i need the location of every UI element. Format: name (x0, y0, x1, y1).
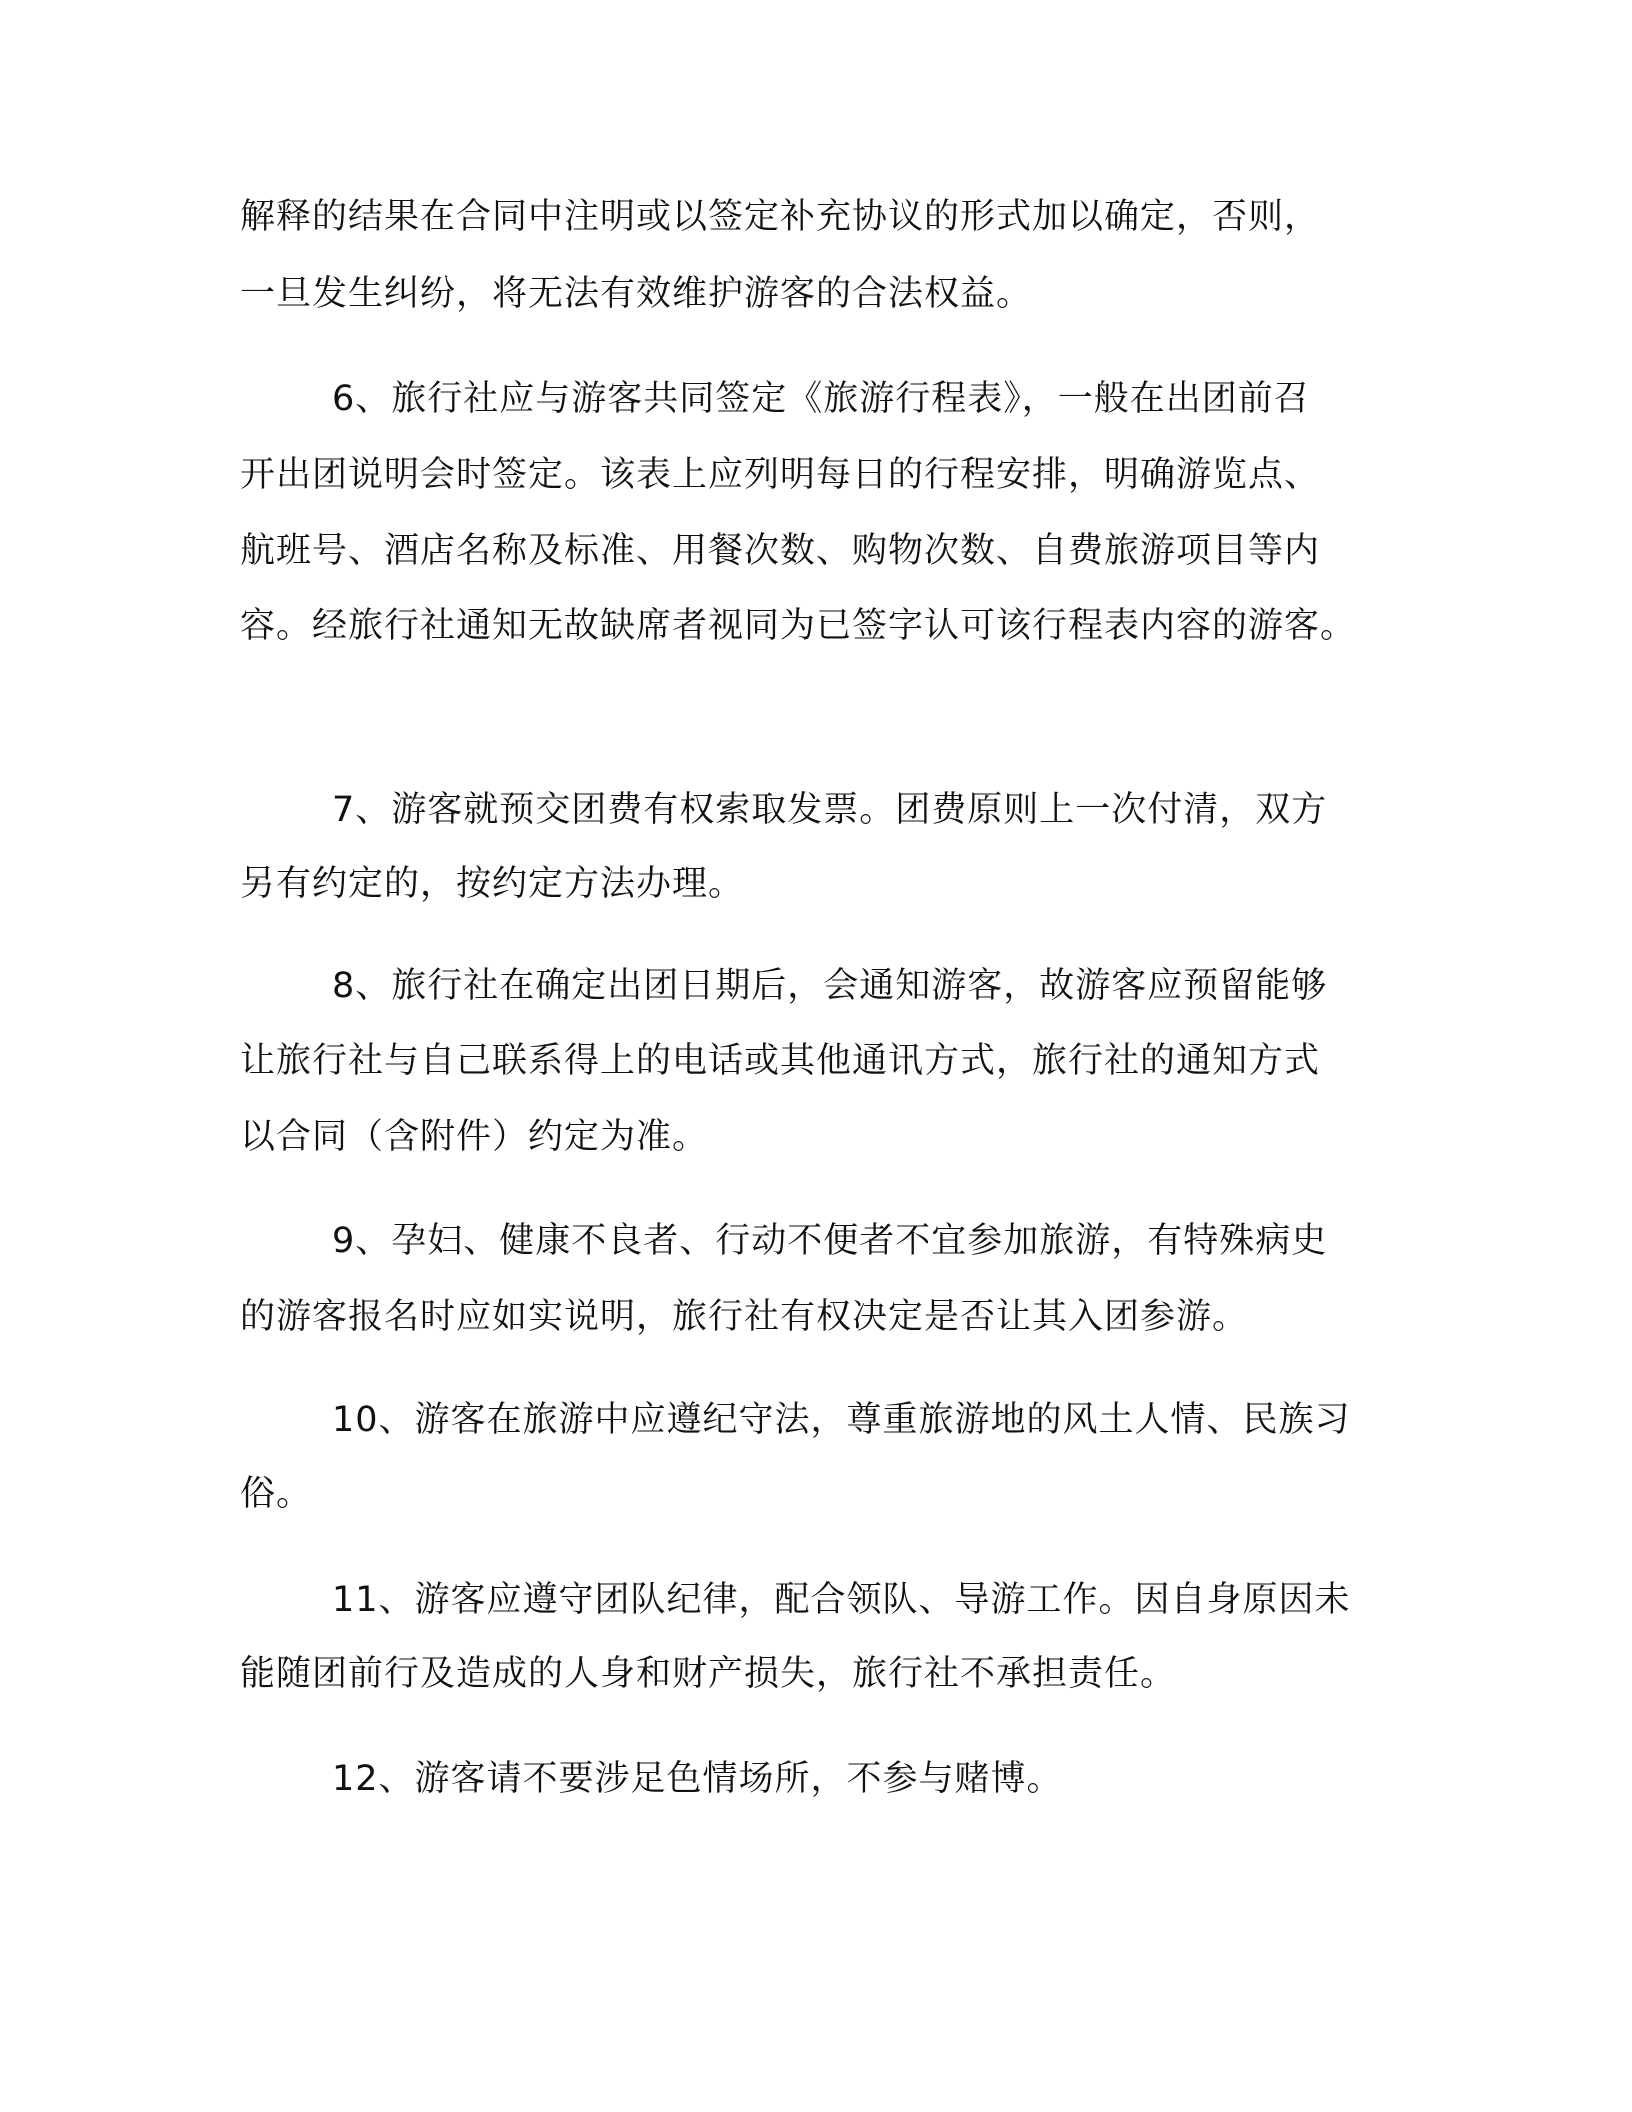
paragraph-7-line-1: 7、游客就预交团费有权索取发票。团费原则上一次付清，双方 (332, 790, 1328, 830)
paragraph-6-line-4: 容。经旅行社通知无故缺席者视同为已签字认可该行程表内容的游客。 (240, 606, 1357, 646)
paragraph-11-line-2: 能随团前行及造成的人身和财产损失，旅行社不承担责任。 (240, 1654, 1177, 1694)
paragraph-8-line-2: 让旅行社与自己联系得上的电话或其他通讯方式，旅行社的通知方式 (240, 1041, 1321, 1081)
paragraph-12-line-1: 12、游客请不要涉足色情场所，不参与赌博。 (332, 1759, 1063, 1799)
paragraph-6-line-3: 航班号、酒店名称及标准、用餐次数、购物次数、自费旅游项目等内 (240, 531, 1321, 571)
paragraph-5-line-1: 解释的结果在合同中注明或以签定补充协议的形式加以确定，否则， (240, 197, 1321, 237)
paragraph-9-line-1: 9、孕妇、健康不良者、行动不便者不宜参加旅游，有特殊病史 (332, 1221, 1328, 1261)
paragraph-6-line-1: 6、旅行社应与游客共同签定《旅游行程表》，一般在出团前召 (332, 379, 1310, 419)
paragraph-5-line-2: 一旦发生纠纷，将无法有效维护游客的合法权益。 (240, 274, 1033, 314)
paragraph-6-line-2: 开出团说明会时签定。该表上应列明每日的行程安排，明确游览点、 (240, 455, 1321, 495)
paragraph-10-line-2: 俗。 (240, 1474, 313, 1514)
paragraph-11-line-1: 11、游客应遵守团队纪律，配合领队、导游工作。因自身原因未 (332, 1580, 1351, 1620)
paragraph-9-line-2: 的游客报名时应如实说明，旅行社有权决定是否让其入团参游。 (240, 1297, 1249, 1337)
paragraph-8-line-1: 8、旅行社在确定出团日期后，会通知游客，故游客应预留能够 (332, 966, 1328, 1006)
paragraph-8-line-3: 以合同（含附件）约定为准。 (240, 1117, 709, 1157)
paragraph-10-line-1: 10、游客在旅游中应遵纪守法，尊重旅游地的风土人情、民族习 (332, 1400, 1351, 1440)
paragraph-7-line-2: 另有约定的，按约定方法办理。 (240, 864, 745, 904)
